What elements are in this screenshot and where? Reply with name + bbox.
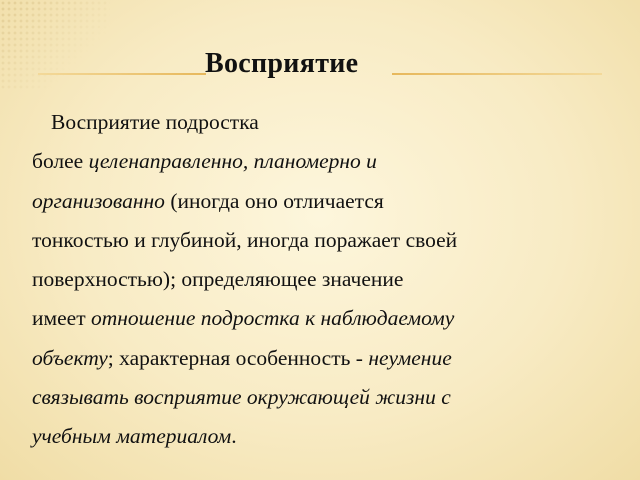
body-line (32, 103, 617, 142)
body-line (32, 182, 617, 221)
italic-text-run: учебным материалом (32, 424, 232, 449)
slide-title: Восприятие (205, 48, 359, 79)
italic-text-run: целенаправленно, планомерно и (88, 149, 377, 174)
body-line (32, 260, 617, 299)
italic-text-run: связывать восприятие окружающей жизни с (32, 385, 451, 410)
text-run: поверхностью); определяющее значение (32, 267, 404, 292)
text-run: Восприятие подростка (51, 110, 259, 134)
title-accent-line-right (392, 73, 602, 75)
italic-text-run: организованно (32, 188, 165, 213)
text-run: тонкостью и глубиной, иногда поражает своей (32, 227, 458, 252)
text-run: имеет (32, 306, 91, 331)
body-line (32, 378, 617, 417)
text-run: . (231, 424, 237, 449)
text-run: (иногда оно отличается (164, 188, 384, 213)
italic-text-run: объекту (32, 345, 108, 370)
body-line (32, 339, 617, 378)
body-line (32, 299, 617, 338)
title-accent-line-left (38, 73, 206, 75)
body-line (32, 221, 617, 260)
text-run: ; характерная особенность - (107, 345, 369, 370)
slide-body-text (32, 103, 617, 457)
italic-text-run: отношение подростка к наблюдаемому (90, 306, 455, 331)
italic-text-run: неумение (368, 345, 452, 370)
body-line (32, 142, 617, 181)
title-row (0, 40, 640, 100)
text-run: более (32, 149, 89, 174)
body-line (32, 417, 617, 456)
